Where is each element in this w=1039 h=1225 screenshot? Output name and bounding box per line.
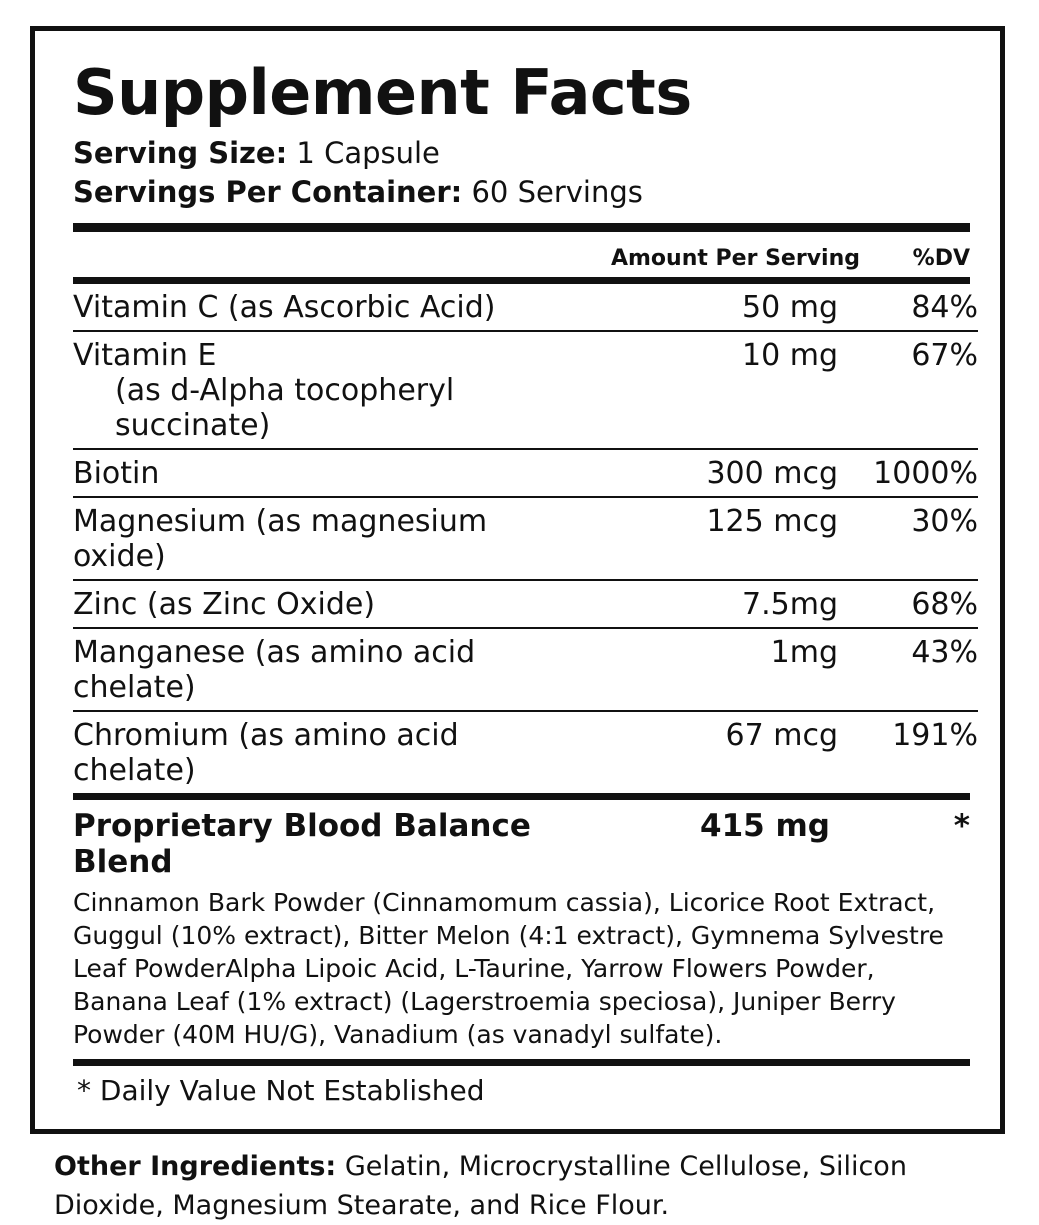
other-ingredients-value: Gelatin, Microcrystalline Cellulose, Silicon Dioxide, Magnesium Stearate, and Rice Flour. bbox=[54, 1151, 907, 1221]
spacer bbox=[65, 1051, 970, 1059]
nutrient-dv: 68% bbox=[838, 580, 978, 628]
nutrient-dv: 191% bbox=[892, 718, 978, 754]
nutrient-name: Vitamin E bbox=[73, 338, 217, 374]
nutrient-name: Biotin bbox=[73, 449, 588, 497]
nutrient-amount: 1mg bbox=[588, 628, 838, 711]
nutrient-amount: 10 mg bbox=[588, 331, 838, 449]
nutrient-name: Manganese (as amino acid chelate) bbox=[73, 628, 588, 711]
table-row bbox=[73, 628, 978, 711]
nutrient-name-sub: (as d-Alpha tocopheryl succinate) bbox=[115, 373, 455, 444]
nutrient-dv: 1000% bbox=[838, 449, 978, 497]
other-ingredients-label: Other Ingredients: bbox=[54, 1151, 337, 1183]
blend-dv: * bbox=[953, 808, 970, 845]
serving-size-value: 1 Capsule bbox=[296, 136, 440, 171]
nutrient-amount: 7.5mg bbox=[588, 580, 838, 628]
nutrient-name: Chromium (as amino acid chelate) bbox=[73, 718, 459, 789]
column-header-amount: Amount Per Serving bbox=[610, 246, 860, 272]
nutrient-dv: 30% bbox=[838, 497, 978, 580]
nutrient-name-group bbox=[73, 331, 588, 449]
blend-ingredients: Cinnamon Bark Powder (Cinnamomum cassia), Licorice Root Extract, Guggul (10% extract), Bitter Melon (4:1 extract), Gymnema Sylvestre Leaf PowderAlpha Lipoic Acid, L-Taurine, Yarrow Flowers Powder, Banana Leaf (1% extract) (Lagerstroemia speciosa), Juniper Berry Powder (40M HU/G), Vanadium (as vanadyl sulfate). bbox=[73, 888, 944, 1050]
serving-size-label: Serving Size: bbox=[73, 136, 288, 171]
blend-name: Proprietary Blood Balance Blend bbox=[73, 808, 531, 881]
table-row bbox=[73, 331, 978, 449]
servings-per-container-label: Servings Per Container: bbox=[73, 174, 463, 209]
divider-thick-top bbox=[73, 223, 970, 232]
serving-size-line bbox=[73, 134, 970, 173]
table-row bbox=[73, 580, 978, 628]
divider-medium-above-blend bbox=[73, 793, 970, 800]
divider-medium-above-footnote bbox=[73, 1059, 970, 1066]
nutrient-amount: 125 mcg bbox=[588, 497, 838, 580]
nutrient-name: Zinc (as Zinc Oxide) bbox=[73, 580, 588, 628]
table-row bbox=[73, 711, 978, 793]
column-header-dv: %DV bbox=[912, 246, 970, 272]
nutrient-dv: 43% bbox=[838, 628, 978, 711]
table-row bbox=[73, 449, 978, 497]
nutrient-amount: 300 mcg bbox=[588, 449, 838, 497]
blend-amount: 415 mg bbox=[700, 808, 830, 845]
nutrient-name: Magnesium (as magnesium oxide) bbox=[73, 497, 588, 580]
servings-per-container-line bbox=[73, 173, 970, 212]
column-headers bbox=[73, 232, 970, 271]
nutrient-dv: 84% bbox=[838, 284, 978, 331]
supplement-facts-panel bbox=[30, 26, 1005, 1134]
nutrient-name: Vitamin C (as Ascorbic Acid) bbox=[73, 284, 588, 331]
nutrient-dv: 67% bbox=[838, 331, 978, 449]
table-row bbox=[73, 284, 978, 331]
daily-value-footnote: * Daily Value Not Established bbox=[77, 1074, 485, 1108]
page-title: Supplement Facts bbox=[73, 56, 692, 129]
other-ingredients bbox=[54, 1148, 1009, 1225]
nutrient-amount: 50 mg bbox=[588, 284, 838, 331]
blend-row bbox=[73, 800, 970, 880]
nutrient-amount: 67 mcg bbox=[725, 718, 838, 754]
nutrient-table bbox=[73, 284, 978, 793]
divider-medium-under-headers bbox=[73, 277, 970, 284]
servings-per-container-value: 60 Servings bbox=[471, 174, 643, 209]
table-row bbox=[73, 497, 978, 580]
